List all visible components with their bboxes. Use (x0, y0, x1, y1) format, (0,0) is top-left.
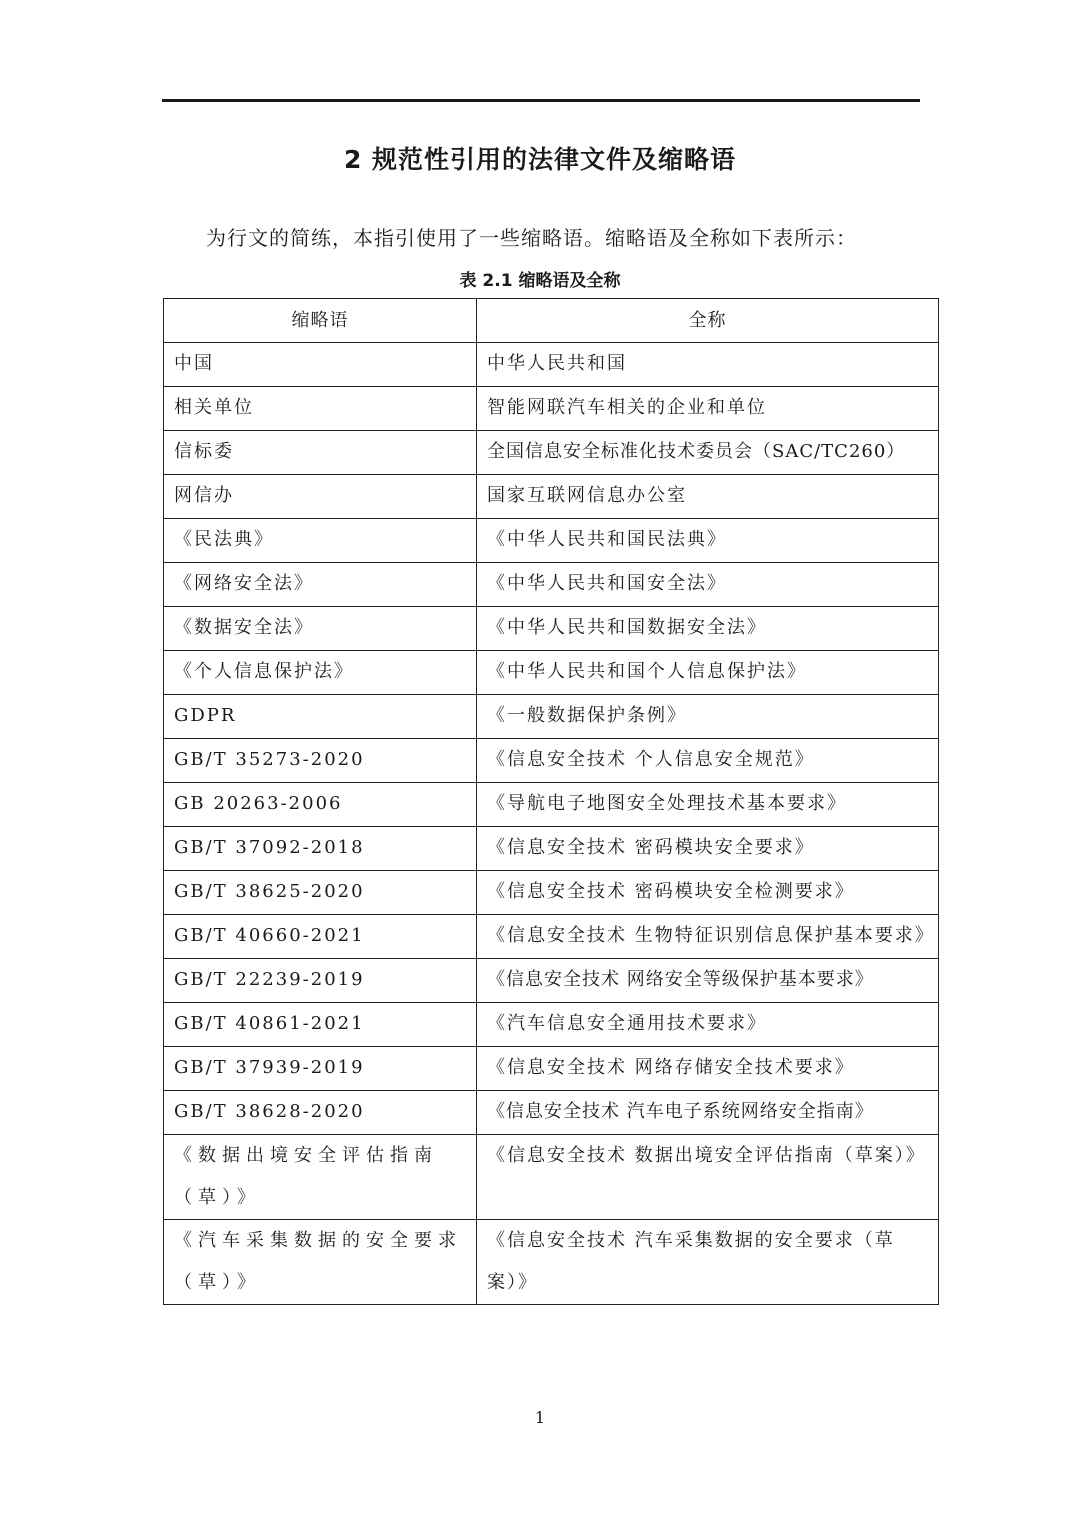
abbreviation-cell: GDPR (164, 695, 477, 739)
table-row (164, 827, 939, 871)
table-row (164, 871, 939, 915)
table-row (164, 387, 939, 431)
table-row (164, 563, 939, 607)
table-row (164, 519, 939, 563)
full-name-cell: 《信息安全技术 生物特征识别信息保护基本要求》 (477, 915, 939, 959)
header-rule (162, 99, 920, 102)
full-name-cell: 《信息安全技术 网络存储安全技术要求》 (477, 1047, 939, 1091)
abbreviation-cell: 《数据安全法》 (164, 607, 477, 651)
table-row (164, 739, 939, 783)
abbreviation-cell: GB/T 37939-2019 (164, 1047, 477, 1091)
table-row (164, 1220, 939, 1305)
full-name-cell: 《信息安全技术 数据出境安全评估指南（草案）》 (477, 1135, 939, 1220)
abbreviation-cell: 《网络安全法》 (164, 563, 477, 607)
full-name-cell: 《信息安全技术 汽车采集数据的安全要求（草案）》 (477, 1220, 939, 1305)
abbreviation-cell: 信标委 (164, 431, 477, 475)
abbreviation-cell: 网信办 (164, 475, 477, 519)
table-row (164, 1047, 939, 1091)
abbreviation-cell: GB/T 40861-2021 (164, 1003, 477, 1047)
header-abbreviation: 缩略语 (164, 299, 477, 343)
abbreviation-cell: GB/T 38625-2020 (164, 871, 477, 915)
abbreviation-cell: 中国 (164, 343, 477, 387)
table-row (164, 959, 939, 1003)
full-name-cell: 《信息安全技术 密码模块安全要求》 (477, 827, 939, 871)
full-name-cell: 《信息安全技术 个人信息安全规范》 (477, 739, 939, 783)
abbreviation-cell: GB 20263-2006 (164, 783, 477, 827)
table-row (164, 475, 939, 519)
abbreviation-cell: GB/T 40660-2021 (164, 915, 477, 959)
page-number: 1 (534, 1408, 546, 1427)
abbreviation-cell: GB/T 22239-2019 (164, 959, 477, 1003)
table-header-row (164, 299, 939, 343)
abbreviation-cell: 相关单位 (164, 387, 477, 431)
abbreviation-cell: 《汽车采集数据的安全要求（草）》 (164, 1220, 477, 1305)
abbreviation-table (163, 298, 939, 1305)
table-row (164, 783, 939, 827)
full-name-cell: 《一般数据保护条例》 (477, 695, 939, 739)
header-full-name: 全称 (477, 299, 939, 343)
full-name-cell: 《导航电子地图安全处理技术基本要求》 (477, 783, 939, 827)
full-name-cell: 《中华人民共和国安全法》 (477, 563, 939, 607)
full-name-cell: 《中华人民共和国数据安全法》 (477, 607, 939, 651)
full-name-cell: 《信息安全技术 网络安全等级保护基本要求》 (477, 959, 939, 1003)
section-title: 2 规范性引用的法律文件及缩略语 (343, 145, 737, 174)
full-name-cell: 《信息安全技术 汽车电子系统网络安全指南》 (477, 1091, 939, 1135)
abbreviation-cell: 《民法典》 (164, 519, 477, 563)
abbreviation-cell: GB/T 37092-2018 (164, 827, 477, 871)
table-row (164, 651, 939, 695)
full-name-cell: 《汽车信息安全通用技术要求》 (477, 1003, 939, 1047)
full-name-cell: 中华人民共和国 (477, 343, 939, 387)
table-row (164, 1091, 939, 1135)
table-row (164, 1135, 939, 1220)
table-caption: 表 2.1 缩略语及全称 (459, 271, 621, 291)
table-row (164, 343, 939, 387)
abbreviation-cell: GB/T 38628-2020 (164, 1091, 477, 1135)
full-name-cell: 国家互联网信息办公室 (477, 475, 939, 519)
table-row (164, 431, 939, 475)
abbreviation-cell: 《个人信息保护法》 (164, 651, 477, 695)
full-name-cell: 《中华人民共和国民法典》 (477, 519, 939, 563)
table-row (164, 695, 939, 739)
abbreviation-cell: GB/T 35273-2020 (164, 739, 477, 783)
full-name-cell: 《信息安全技术 密码模块安全检测要求》 (477, 871, 939, 915)
full-name-cell: 《中华人民共和国个人信息保护法》 (477, 651, 939, 695)
full-name-cell: 智能网联汽车相关的企业和单位 (477, 387, 939, 431)
abbreviation-cell: 《数据出境安全评估指南（草）》 (164, 1135, 477, 1220)
table-row (164, 915, 939, 959)
table-row (164, 1003, 939, 1047)
table-row (164, 607, 939, 651)
intro-paragraph: 为行文的简练，本指引使用了一些缩略语。缩略语及全称如下表所示： (206, 226, 857, 250)
full-name-cell: 全国信息安全标准化技术委员会（SAC/TC260） (477, 431, 939, 475)
